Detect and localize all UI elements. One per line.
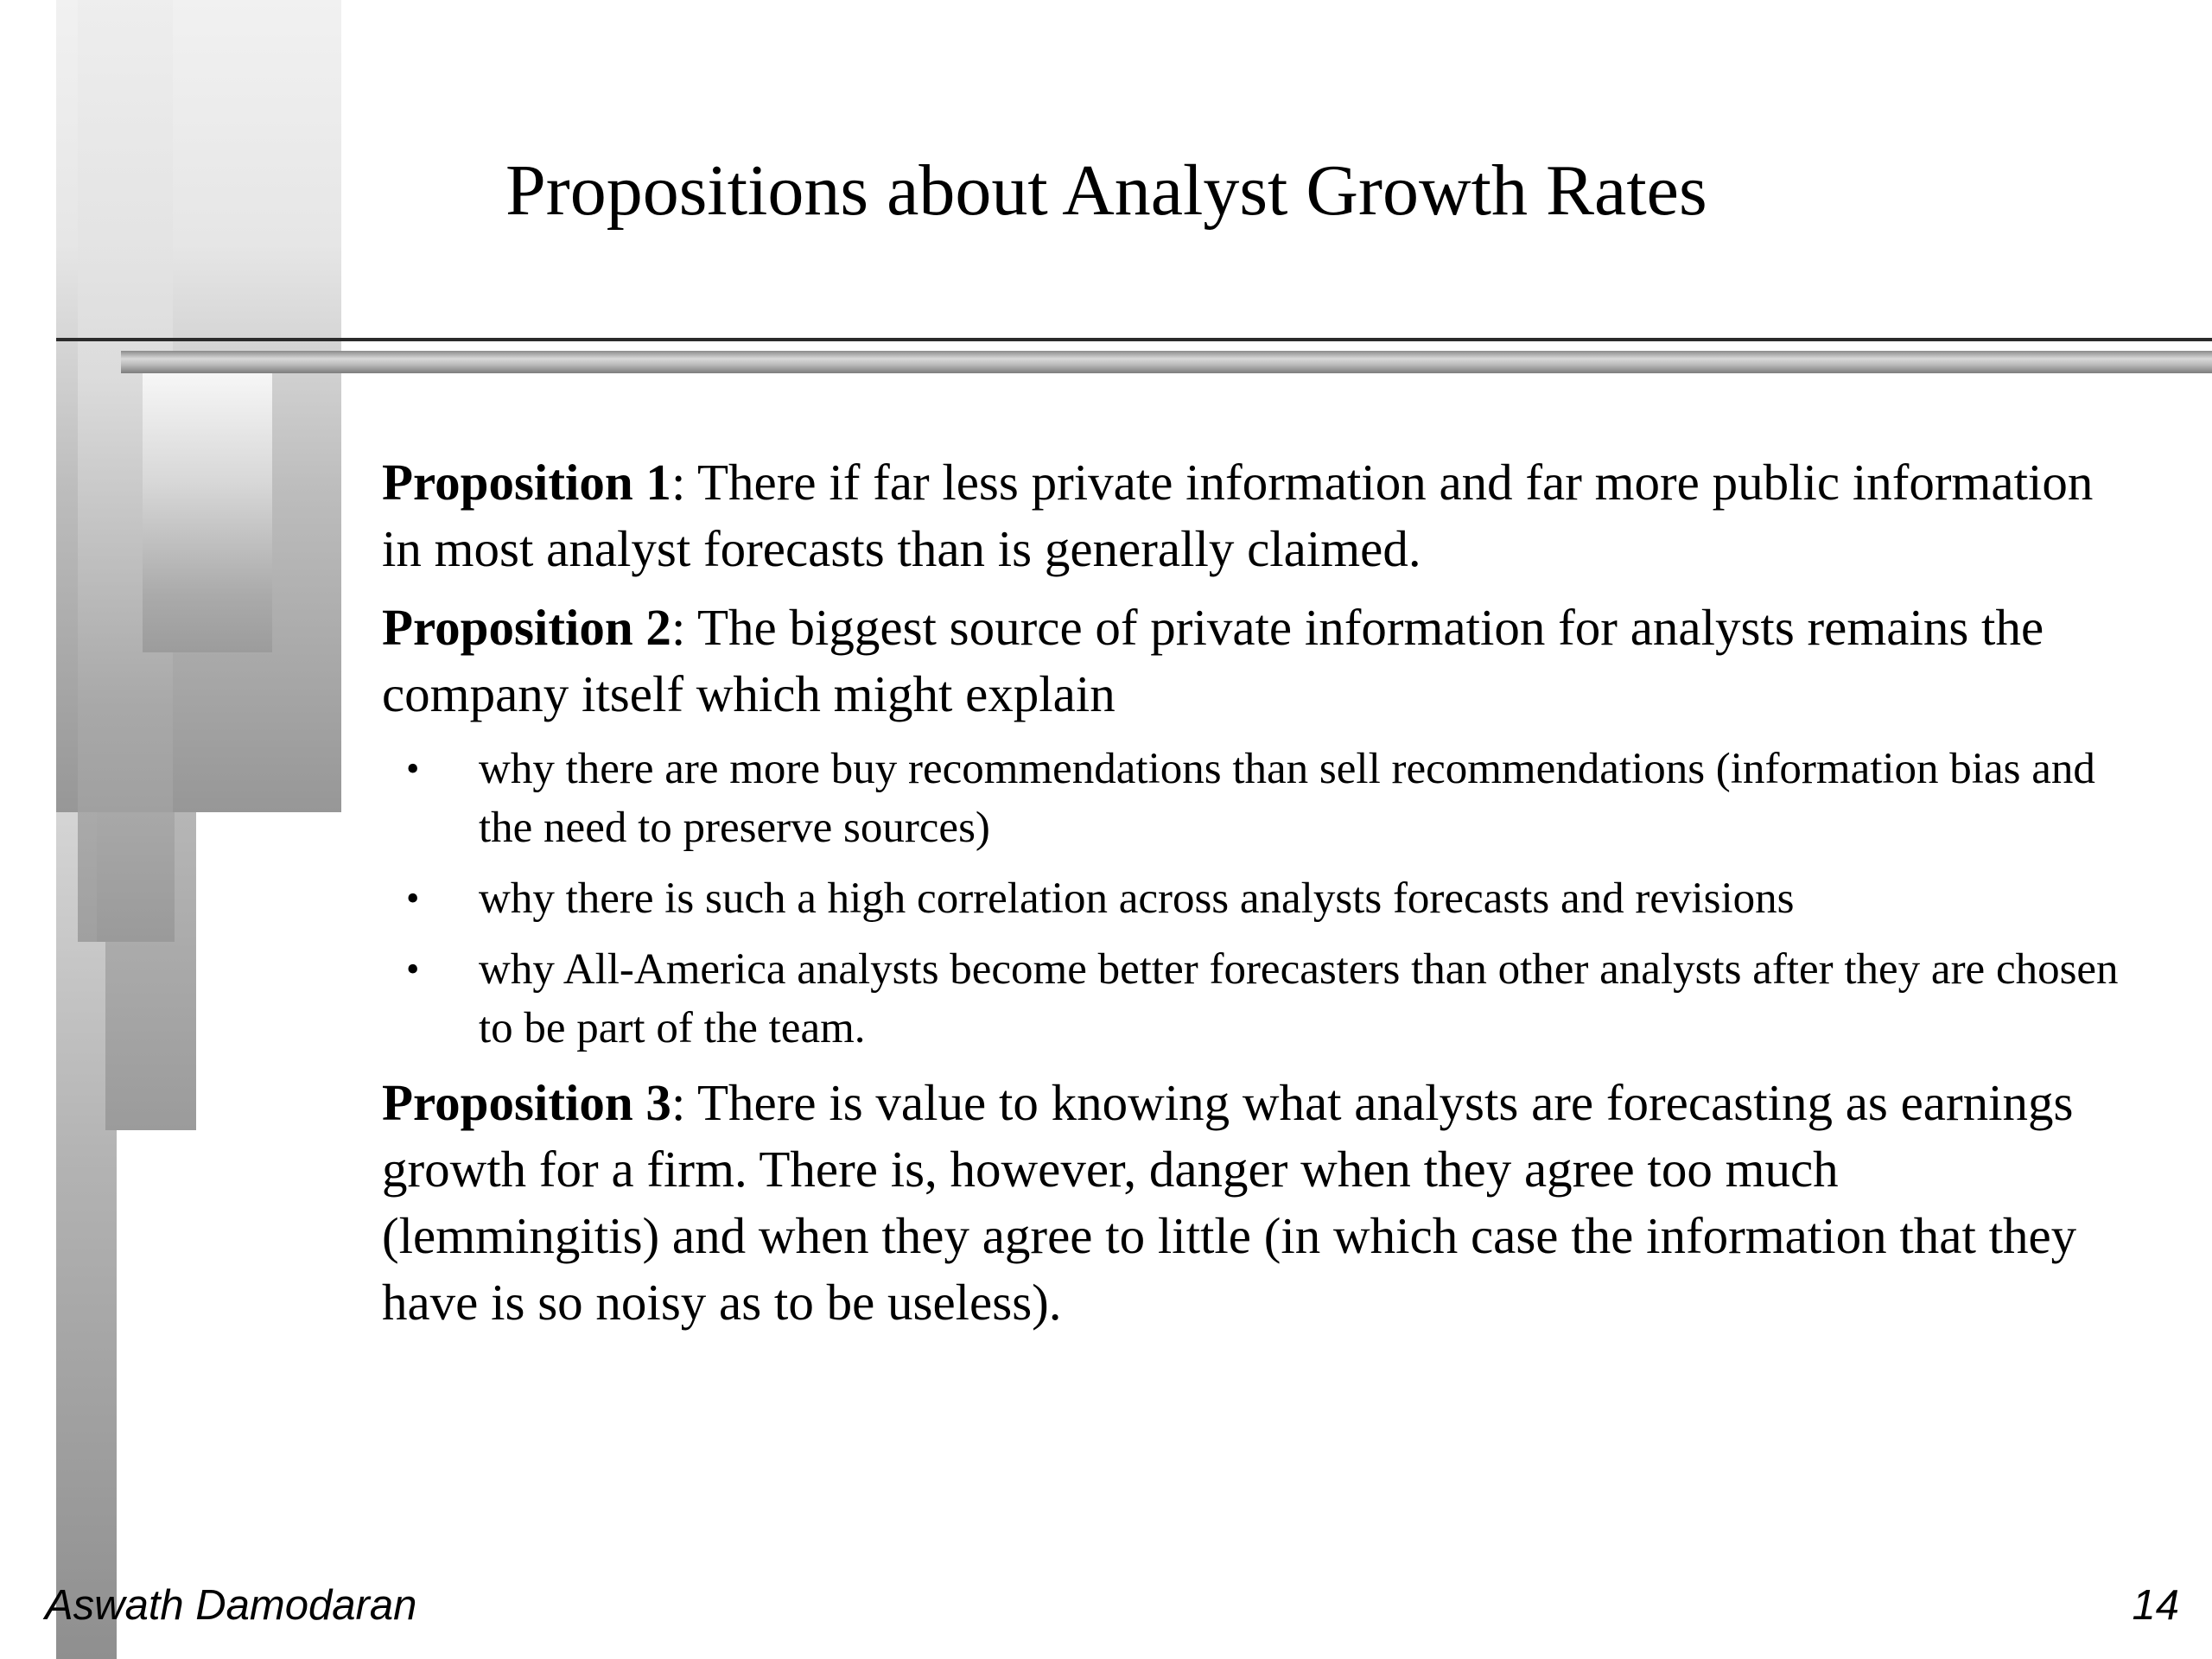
proposition-label: Proposition 1: [382, 454, 671, 511]
proposition-text: : There if far less private information and far more public information in most analyst forecasts than is generally claimed.: [382, 454, 2094, 577]
bullet-text: why there is such a high correlation across analysts forecasts and revisions: [479, 874, 1795, 923]
list-item: [382, 869, 2127, 928]
slide-title: Propositions about Analyst Growth Rates: [505, 150, 1707, 231]
proposition-label: Proposition 2: [382, 599, 671, 656]
proposition-3: [382, 1070, 2127, 1336]
list-item: [382, 740, 2127, 857]
bullet-icon: •: [406, 948, 420, 990]
bullet-text: why there are more buy recommendations than sell recommendations (information bias and the need to preserve sources): [479, 745, 2095, 852]
bullet-icon: •: [406, 877, 420, 919]
slide-body: [382, 449, 2127, 1348]
proposition-1: [382, 449, 2127, 582]
decorative-bar: [143, 372, 272, 652]
proposition-2: [382, 594, 2127, 728]
decorative-bar: [97, 812, 175, 942]
list-item: [382, 940, 2127, 1058]
proposition-text: : There is value to knowing what analysts are forecasting as earnings growth for a firm. There is, however, danger when they agree too much (lemmingitis) and when they agree to little (in which case the information that they have is so noisy as to be useless).: [382, 1074, 2077, 1331]
bullet-text: why All-America analysts become better forecasters than other analysts after they are chosen to be part of the team.: [479, 945, 2119, 1052]
title-rule: [56, 338, 2212, 341]
page-number: 14: [2132, 1582, 2179, 1629]
bullet-icon: •: [406, 747, 420, 790]
proposition-text: : The biggest source of private information for analysts remains the company itself which might explain: [382, 599, 2044, 722]
proposition-label: Proposition 3: [382, 1074, 671, 1131]
bullet-list: [382, 740, 2127, 1058]
title-rule-shadow: [121, 351, 2212, 373]
footer-author: Aswath Damodaran: [45, 1582, 417, 1629]
